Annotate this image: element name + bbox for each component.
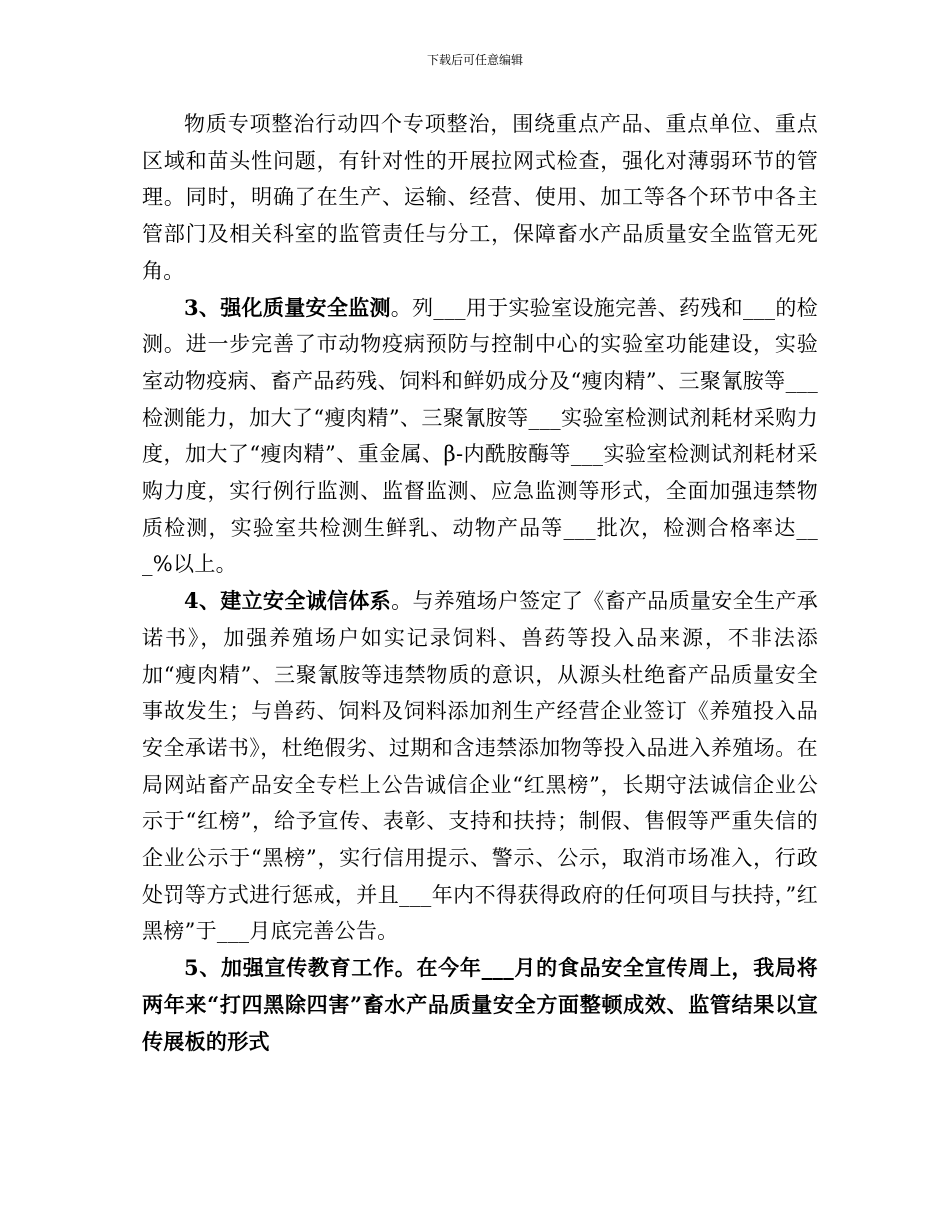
paragraph-3-body: 。与养殖场户签定了《畜产品质量安全生产承诺书》，加强养殖场户如实记录饲料、兽药等投入品来源，不非法添加“瘦肉精”、三聚氰胺等违禁物质的意识，从源头杜绝畜产品质量安全事故发生；与兽药、饲料及饲料添加剂生产经营企业签订《养殖投入品安全承诺书》，杜绝假劣、过期和含违禁添加物等投入品进入养殖场。在局网站畜产品安全专栏上公告诚信企业“红黑榜”，长期守法诚信企业公示于“红榜”，给予宣传、表彰、支持和扶持；制假、售假等严重失信的企业公示于“黑榜”，实行信用提示、警示、公示，取消市场准入，行政处罚等方式进行惩戒，并且___年内不得获得政府的任何项目与扶持，”红黑榜”于___月底完善公告。 [142,589,818,944]
paragraph-3-heading: 4、建立安全诚信体系 [184,588,392,614]
paragraph-1: 物质专项整治行动四个专项整治，围绕重点产品、重点单位、重点区域和苗头性问题，有针对性的开展拉网式检查，强化对薄弱环节的管理。同时，明确了在生产、运输、经营、使用、加工等各个环节中各主管部门及相关科室的监管责任与分工，保障畜水产品质量安全监管无死角。 [142,112,818,283]
document-body [142,106,818,1060]
paragraph-3 [142,583,818,950]
paragraph-2-heading: 3、强化质量安全监测 [184,294,391,320]
paragraph-2 [142,290,818,584]
paragraph-4: 5、加强宣传教育工作。在今年___月的食品安全宣传周上，我局将两年来“打四黑除四害”畜水产品质量安全方面整顿成效、监管结果以宣传展板的形式 [142,955,818,1054]
paragraph-2-body: 。列___用于实验室设施完善、药残和___的检测。进一步完善了市动物疫病预防与控制中心的实验室功能建设，实验室动物疫病、畜产品药残、饲料和鲜奶成分及“瘦肉精”、三聚氰胺等___检测能力，加大了“瘦肉精”、三聚氰胺等___实验室检测试剂耗材采购力度，加大了“瘦肉精”、重金属、β-内酰胺酶等___实验室检测试剂耗材采购力度，实行例行监测、监督监测、应急监测等形式，全面加强违禁物质检测，实验室共检测生鲜乳、动物产品等___批次，检测合格率达___%以上。 [142,295,818,577]
page-header: 下载后可任意编辑 [426,53,523,67]
